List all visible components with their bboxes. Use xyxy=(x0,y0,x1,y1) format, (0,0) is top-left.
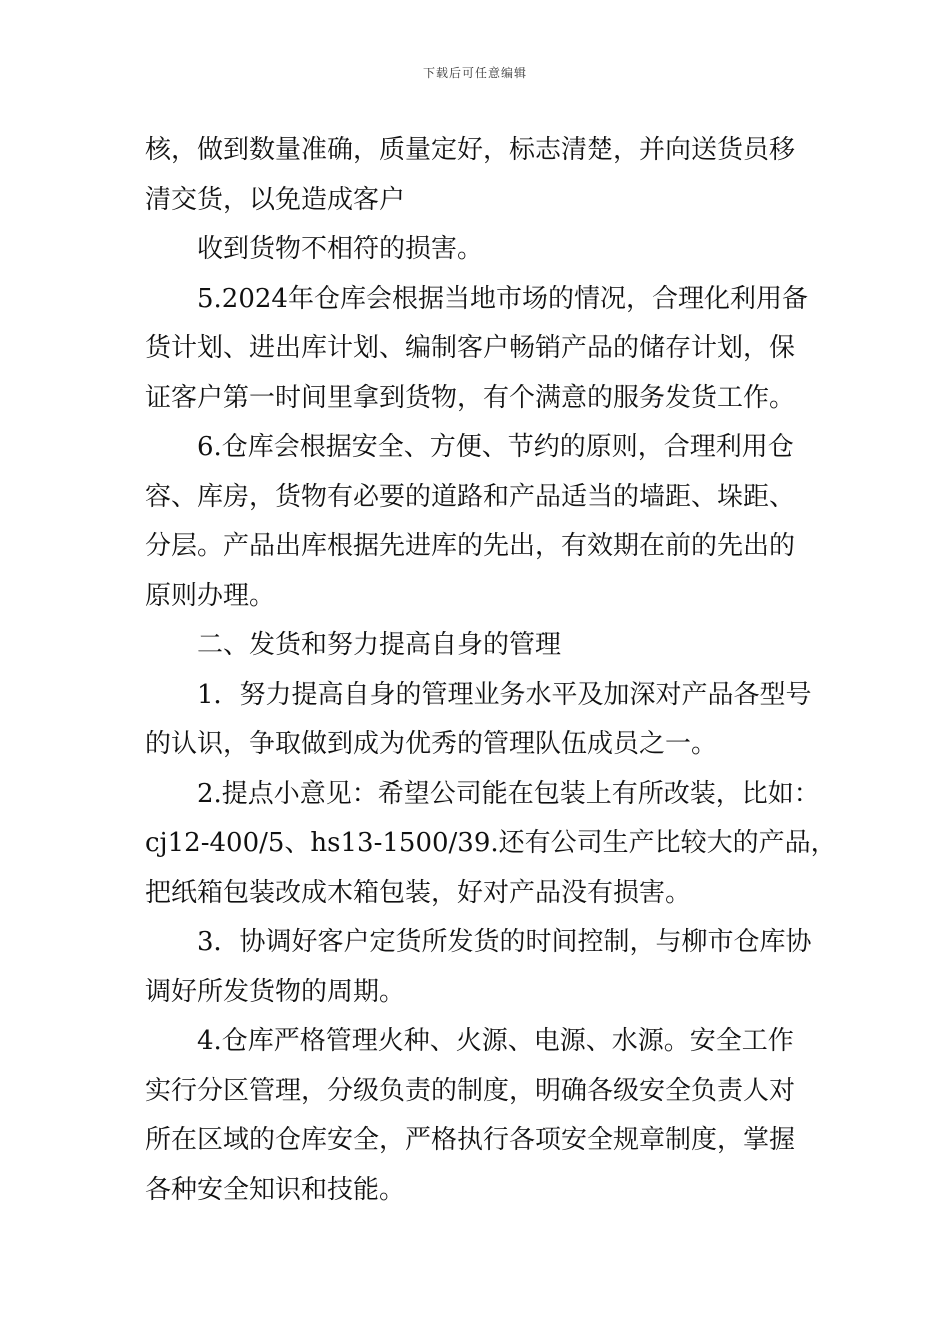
text-line: 1．努力提高自身的管理业务水平及加深对产品各型号 xyxy=(197,679,812,710)
document-body xyxy=(145,126,837,1215)
text-line: 4.仓库严格管理火种、火源、电源、水源。安全工作 xyxy=(197,1026,794,1056)
text-line: 核，做到数量准确，质量定好，标志清楚，并向送货员移 xyxy=(145,135,796,165)
text-line: 原则办理。 xyxy=(145,580,276,611)
text-line: 把纸箱包装改成木箱包装，好对产品没有损害。 xyxy=(145,877,692,908)
text-line: 清交货，以免造成客户 xyxy=(145,184,406,215)
text-line: 收到货物不相符的损害。 xyxy=(197,234,484,264)
text-line: 3．协调好客户定货所发货的时间控制，与柳市仓库协 xyxy=(197,927,812,957)
text-line: 分层。产品出库根据先进库的先出，有效期在前的先出的 xyxy=(145,531,796,561)
page-header: 下载后可任意编辑 xyxy=(422,66,527,80)
text-line: 容、库房，货物有必要的道路和产品适当的墙距、垛距、 xyxy=(145,481,796,512)
text-line: 货计划、进出库计划、编制客户畅销产品的储存计划，保 xyxy=(145,333,796,363)
text-line: 6.仓库会根据安全、方便、节约的原则，合理利用仓 xyxy=(197,432,794,462)
text-line: 2.提点小意见：希望公司能在包装上有所改装，比如： xyxy=(197,778,820,809)
text-line: 证客户第一时间里拿到货物，有个满意的服务发货工作。 xyxy=(145,382,796,413)
text-line: 5.2024年仓库会根据当地市场的情况，合理化利用备 xyxy=(197,283,808,314)
text-line: cj12-400/5、hs13-1500/39.还有公司生产比较大的产品， xyxy=(145,828,837,858)
text-line: 各种安全知识和技能。 xyxy=(145,1174,406,1205)
text-line: 的认识，争取做到成为优秀的管理队伍成员之一。 xyxy=(145,729,718,759)
text-line: 实行分区管理，分级负责的制度，明确各级安全负责人对 xyxy=(145,1075,796,1106)
text-line: 调好所发货物的周期。 xyxy=(145,976,406,1007)
text-line: 二、发货和努力提高自身的管理 xyxy=(197,630,562,660)
text-line: 所在区域的仓库安全，严格执行各项安全规章制度，掌握 xyxy=(145,1125,796,1155)
